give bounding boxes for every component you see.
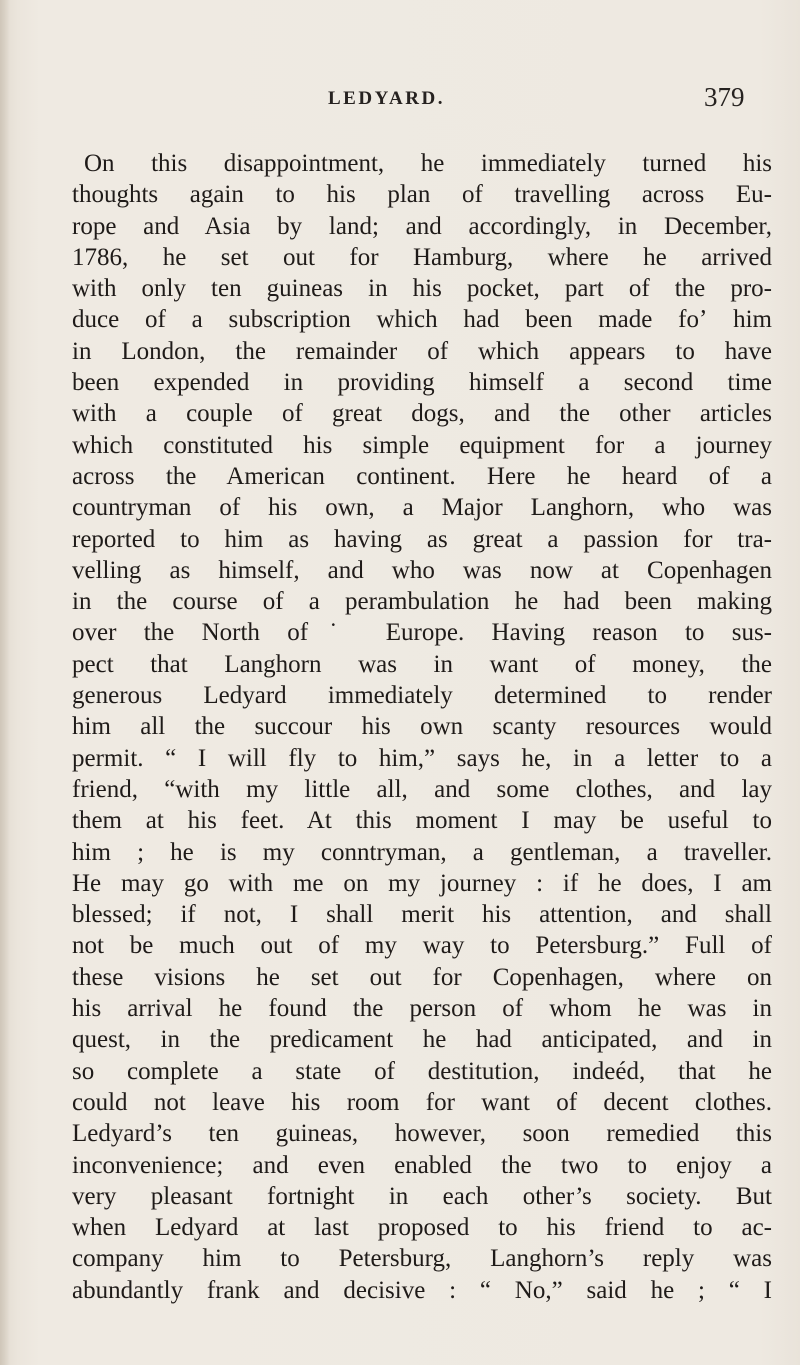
text-line: countryman of his own, a Major Langhorn, who was: [72, 494, 772, 522]
text-line: in London, the remainder of which appears to have: [72, 337, 772, 365]
text-line: pect that Langhorn was in want of money, the: [72, 650, 772, 678]
text-line: 1786, he set out for Hamburg, where he arrived: [72, 243, 772, 271]
body-text: [72, 148, 772, 1306]
text-line: with a couple of great dogs, and the other articles: [72, 400, 772, 428]
text-line: him ; he is my conntryman, a gentleman, a traveller.: [72, 838, 772, 866]
text-line: across the American continent. Here he heard of a: [72, 462, 772, 490]
text-line: in the course of a perambulation he had been making: [72, 588, 772, 616]
text-line: friend, “with my little all, and some clothes, and lay: [72, 775, 772, 803]
text-line: his arrival he found the person of whom he was in: [72, 995, 772, 1023]
text-line: which constituted his simple equipment for a journey: [72, 431, 772, 459]
text-line: so complete a state of destitution, indeéd, that he: [72, 1057, 772, 1085]
text-line: when Ledyard at last proposed to his friend to ac-: [72, 1214, 772, 1242]
text-line: permit. “ I will fly to him,” says he, in a letter to a: [72, 744, 772, 772]
page-number: 379: [704, 82, 745, 112]
text-line: duce of a subscription which had been made foʼ him: [72, 306, 772, 334]
text-line: company him to Petersburg, Langhorn’s reply was: [72, 1245, 772, 1273]
text-line: inconvenience; and even enabled the two to enjoy a: [72, 1151, 772, 1179]
running-title: LEDYARD.: [328, 88, 445, 109]
text-line: quest, in the predicament he had anticipated, and in: [72, 1026, 772, 1054]
text-line: him all the succour his own scanty resources would: [72, 713, 772, 741]
text-line: over the North of˙ Europe. Having reason to sus-: [72, 619, 772, 647]
text-line: abundantly frank and decisive : “ No,” said he ; “ I: [72, 1276, 772, 1304]
text-line: velling as himself, and who was now at Copenhagen: [72, 556, 772, 584]
text-line: He may go with me on my journey : if he does, I am: [72, 869, 772, 897]
text-line: rope and Asia by land; and accordingly, in December,: [72, 212, 772, 240]
text-line: could not leave his room for want of decent clothes.: [72, 1088, 772, 1116]
text-line: thoughts again to his plan of travelling across Eu-: [72, 181, 772, 209]
text-line: reported to him as having as great a passion for tra-: [72, 525, 772, 553]
text-line: with only ten guineas in his pocket, part of the pro-: [72, 275, 772, 303]
text-line: not be much out of my way to Petersburg.” Full of: [72, 932, 772, 960]
text-line: generous Ledyard immediately determined to render: [72, 682, 772, 710]
text-line: very pleasant fortnight in each other’s society. But: [72, 1182, 772, 1210]
text-line: them at his feet. At this moment I may be useful to: [72, 807, 772, 835]
text-line: Ledyard’s ten guineas, however, soon remedied this: [72, 1120, 772, 1148]
text-line: these visions he set out for Copenhagen, where on: [72, 963, 772, 991]
running-head: [0, 82, 800, 122]
gutter-shadow: [0, 0, 10, 1365]
text-line: blessed; if not, I shall merit his attention, and shall: [72, 901, 772, 929]
text-line: been expended in providing himself a second time: [72, 369, 772, 397]
text-line: On this disappointment, he immediately turned his: [84, 150, 772, 177]
